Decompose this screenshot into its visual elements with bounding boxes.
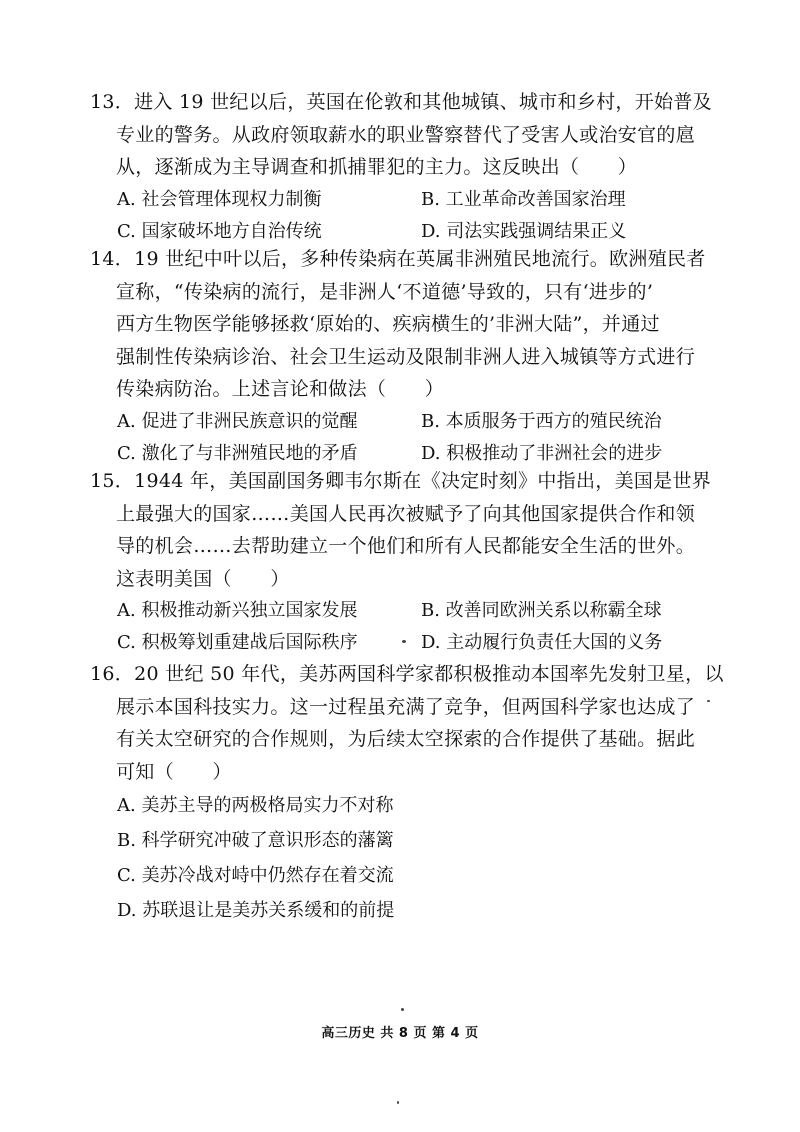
question-14-option-c: C. 激化了与非洲殖民地的矛盾 <box>117 442 358 464</box>
question-15 <box>90 465 710 659</box>
question-15-options <box>90 595 710 659</box>
scan-speck <box>397 1101 399 1104</box>
question-13-option-c: C. 国家破坏地方自治传统 <box>117 220 322 242</box>
scan-speck <box>707 700 710 702</box>
question-14-stem-line-3: 西方生物医学能够拯救‘原始的、疾病横生的’非洲大陆”，并通过 <box>116 313 660 335</box>
scan-speck <box>402 640 406 643</box>
question-16-stem-line-2: 展示本国科技实力。这一过程虽充满了竞争，但两国科学家也达成了 <box>116 695 696 718</box>
question-15-option-b: B. 改善同欧洲关系以称霸全球 <box>421 600 662 621</box>
question-14-option-b: B. 本质服务于西方的殖民统治 <box>421 410 662 432</box>
question-15-stem-line-2: 上最强大的国家……美国人民再次被赋予了向其他国家提供合作和领 <box>116 502 696 525</box>
question-15-stem-line-3: 导的机会……去帮助建立一个他们和所有人民都能安全生活的世外。 <box>116 535 696 557</box>
question-14 <box>90 243 710 470</box>
question-14-option-d: D. 积极推动了非洲社会的进步 <box>421 442 663 464</box>
question-14-stem-line-4: 强制性传染病诊治、社会卫生运动及限制非洲人进入城镇等方式进行 <box>116 345 696 368</box>
question-16-option-c: C. 美苏冷战对峙中仍然存在着交流 <box>117 865 394 886</box>
question-14-stem-line-1: 14．19 世纪中叶以后，多种传染病在英属非洲殖民地流行。欧洲殖民者 <box>90 248 706 270</box>
page-footer: 高三历史 共 8 页 第 4 页 <box>321 1026 479 1041</box>
question-15-option-c: C. 积极筹划重建战后国际秩序 <box>117 632 358 653</box>
question-13-option-a: A. 社会管理体现权力制衡 <box>117 188 322 210</box>
question-16-stem-line-1: 16．20 世纪 50 年代，美苏两国科学家都积极推动本国率先发射卫星，以 <box>90 663 724 685</box>
question-14-option-a: A. 促进了非洲民族意识的觉醒 <box>117 410 358 432</box>
question-13-option-d: D. 司法实践强调结果正义 <box>421 220 627 242</box>
question-15-stem-line-1: 15．1944 年，美国副国务卿韦尔斯在《决定时刻》中指出，美国是世界 <box>90 470 712 492</box>
question-16-option-b: B. 科学研究冲破了意识形态的藩篱 <box>117 830 394 851</box>
question-15-stem-line-4: 这表明美国（ ） <box>116 567 290 590</box>
question-13-option-b: B. 工业革命改善国家治理 <box>421 188 626 210</box>
scan-speck <box>401 1008 404 1011</box>
question-15-option-d: D. 主动履行负责任大国的义务 <box>421 632 663 653</box>
question-16 <box>90 658 724 928</box>
question-16-options <box>90 788 710 928</box>
question-14-stem-line-5: 传染病防治。上述言论和做法（ ） <box>116 378 445 400</box>
question-13-stem-line-2: 专业的警务。从政府领取薪水的职业警察替代了受害人或治安官的扈 <box>116 123 696 146</box>
question-13-options <box>90 184 710 248</box>
question-13 <box>90 86 710 248</box>
question-13-stem-line-1: 13．进入 19 世纪以后，英国在伦敦和其他城镇、城市和乡村，开始普及 <box>90 91 712 113</box>
question-13-stem-line-3: 从，逐渐成为主导调查和抓捕罪犯的主力。这反映出（ ） <box>116 156 638 178</box>
question-14-options <box>90 406 710 470</box>
question-14-stem-line-2: 宣称，“传染病的流行，是非洲人‘不道德’导致的，只有‘进步的’ <box>116 280 654 303</box>
question-16-option-d: D. 苏联退让是美苏关系缓和的前提 <box>117 900 395 921</box>
question-15-option-a: A. 积极推动新兴独立国家发展 <box>117 600 358 621</box>
question-16-option-a: A. 美苏主导的两极格局实力不对称 <box>117 795 394 816</box>
question-16-stem-line-3: 有关太空研究的合作规则，为后续太空探索的合作提供了基础。据此 <box>116 728 696 750</box>
question-16-stem-line-4: 可知（ ） <box>116 760 232 783</box>
